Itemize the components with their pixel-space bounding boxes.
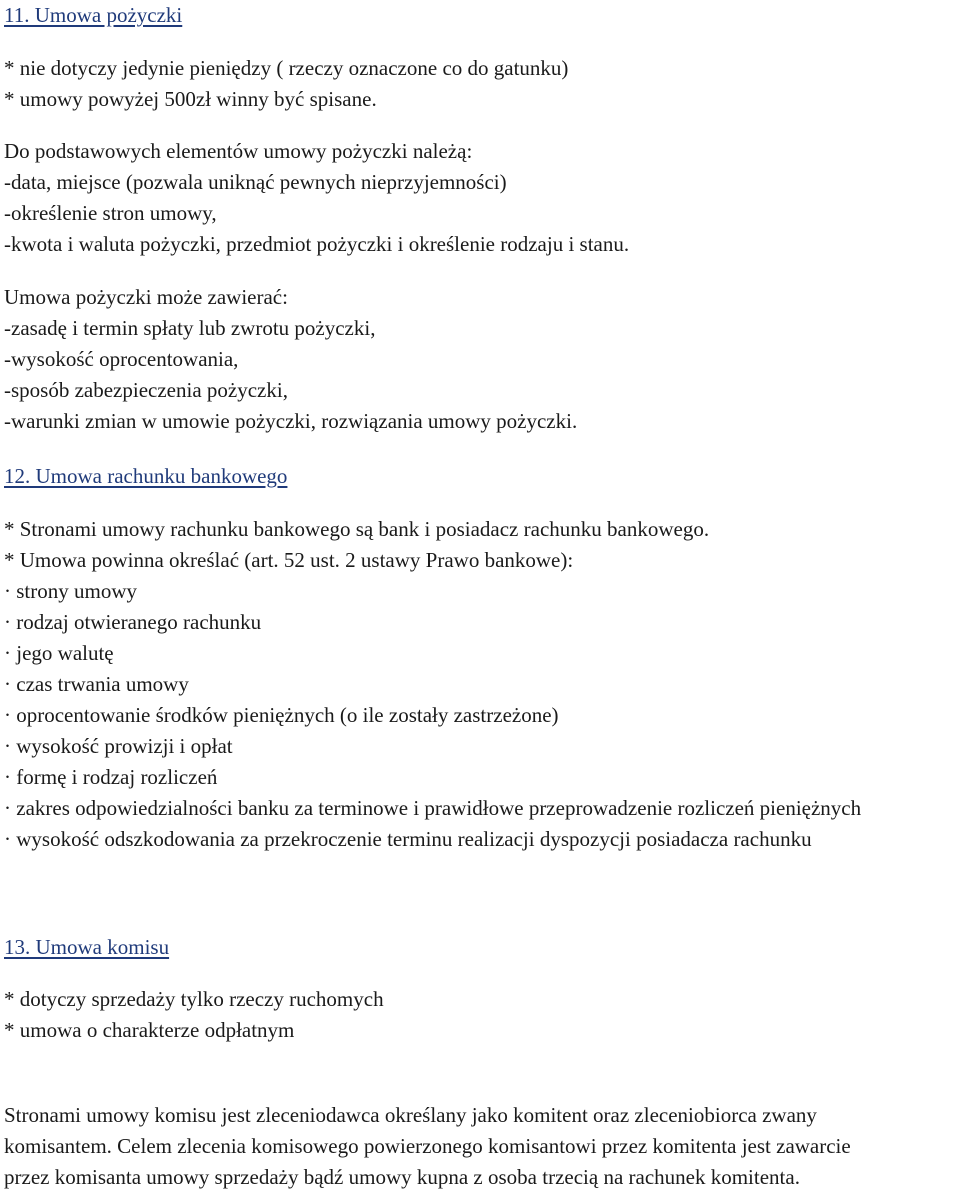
section-12-bullet: * Stronami umowy rachunku bankowego są bank i posiadacz rachunku bankowego.: [4, 517, 710, 541]
section-12-list-item: · rodzaj otwieranego rachunku: [4, 610, 262, 634]
section-11-elements-intro: Do podstawowych elementów umowy pożyczki należą:: [4, 139, 473, 163]
section-12-list-item: · wysokość odszkodowania za przekroczenie terminu realizacji dyspozycji posiadacza rachunku: [4, 827, 812, 851]
section-11-bullet: * umowy powyżej 500zł winny być spisane.: [4, 87, 377, 111]
section-12-list-item: · wysokość prowizji i opłat: [4, 734, 233, 758]
section-13-paragraph-line: komisantem. Celem zlecenia komisowego powierzonego komisantowi przez komitenta jest zawarcie: [4, 1134, 851, 1158]
section-12-list-item: · strony umowy: [4, 579, 137, 603]
section-11-element-item: -określenie stron umowy,: [4, 201, 217, 225]
section-11-may-contain-item: -wysokość oprocentowania,: [4, 347, 239, 371]
section-12-list-item: · jego walutę: [4, 641, 114, 665]
section-12-list-item: · czas trwania umowy: [4, 672, 189, 696]
section-12-heading: 12. Umowa rachunku bankowego: [4, 464, 288, 488]
section-11-element-item: -data, miejsce (pozwala uniknąć pewnych nieprzyjemności): [4, 170, 507, 194]
section-13-bullet: * umowa o charakterze odpłatnym: [4, 1018, 295, 1042]
section-11-may-contain-item: -sposób zabezpieczenia pożyczki,: [4, 378, 288, 402]
section-11-may-contain-item: -zasadę i termin spłaty lub zwrotu pożyczki,: [4, 316, 376, 340]
section-11-element-item: -kwota i waluta pożyczki, przedmiot pożyczki i określenie rodzaju i stanu.: [4, 232, 630, 256]
section-13-paragraph-line: przez komisanta umowy sprzedaży bądź umowy kupna z osoba trzecią na rachunek komitenta.: [4, 1165, 800, 1189]
section-12-bullet: * Umowa powinna określać (art. 52 ust. 2 ustawy Prawo bankowe):: [4, 548, 574, 572]
section-13-bullet: * dotyczy sprzedaży tylko rzeczy ruchomych: [4, 987, 384, 1011]
section-13-heading: 13. Umowa komisu: [4, 935, 170, 959]
section-11-may-contain-intro: Umowa pożyczki może zawierać:: [4, 285, 288, 309]
section-11-bullet: * nie dotyczy jedynie pieniędzy ( rzeczy oznaczone co do gatunku): [4, 56, 569, 80]
section-11-may-contain-item: -warunki zmian w umowie pożyczki, rozwiązania umowy pożyczki.: [4, 409, 578, 433]
section-12-list-item: · formę i rodzaj rozliczeń: [4, 765, 218, 789]
section-12-list-item: · oprocentowanie środków pieniężnych (o ile zostały zastrzeżone): [4, 703, 559, 727]
section-12-list-item: · zakres odpowiedzialności banku za terminowe i prawidłowe przeprowadzenie rozliczeń pieniężnych: [4, 796, 862, 820]
section-13-paragraph-line: Stronami umowy komisu jest zleceniodawca określany jako komitent oraz zleceniobiorca zwany: [4, 1103, 817, 1127]
section-11-heading: 11. Umowa pożyczki: [4, 3, 183, 27]
